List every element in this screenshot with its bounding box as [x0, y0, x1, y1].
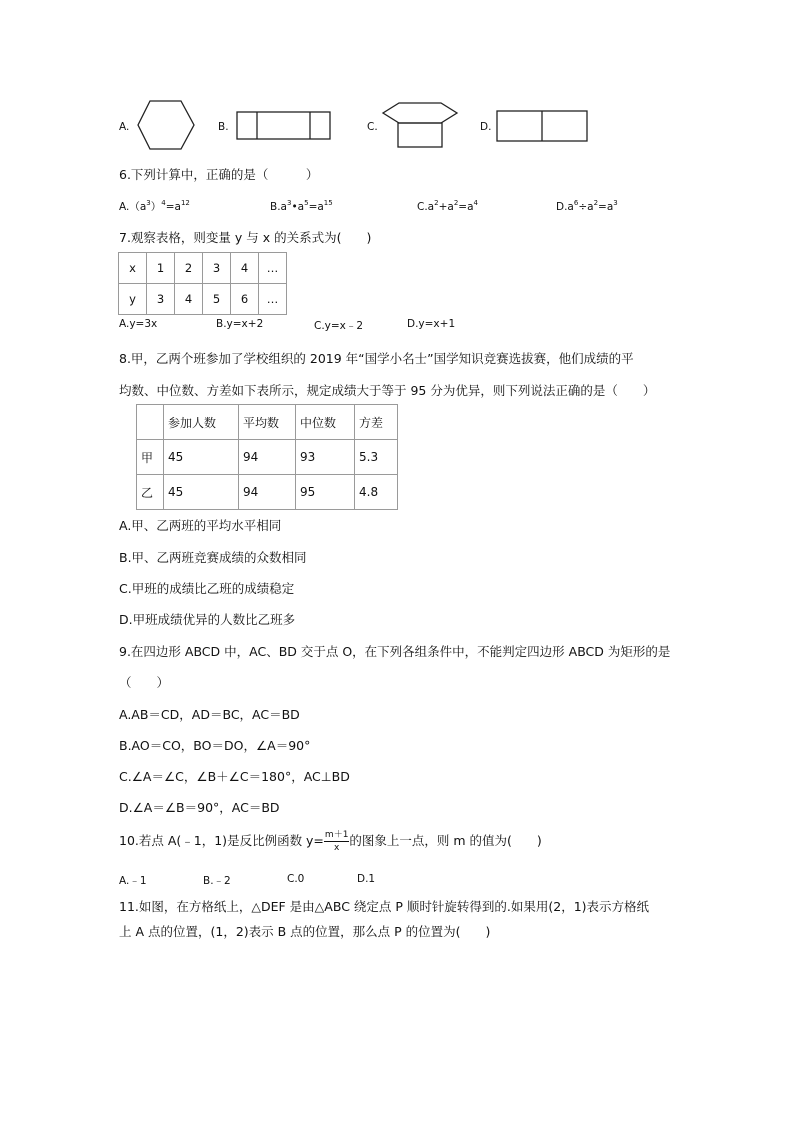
q10-stem	[119, 829, 542, 854]
q11-stem-line1: 11.如图，在方格纸上，△DEF 是由△ABC 绕定点 P 顺时针旋转得到的.如果用(2，1)表示方格纸	[119, 899, 650, 914]
table-cell: 4.8	[355, 475, 398, 510]
q6-option-c: $C.a^2+a^2=a^4$	[417, 199, 478, 213]
q9-option-a: A.AB＝CD，AD＝BC，AC＝BD	[119, 707, 300, 722]
q6-option-b: $B.a^3•a^5=a^{15}$	[270, 199, 333, 213]
split-rectangle-figure	[496, 110, 590, 144]
table-cell: 94	[239, 475, 296, 510]
q10-stem-before: 10.若点 A(﹣1，1)是反比例函数 y=	[119, 833, 324, 848]
table-cell: 95	[296, 475, 355, 510]
hexagon-over-rectangle-figure	[381, 101, 459, 149]
table-cell: y	[119, 284, 147, 315]
table-cell: 5.3	[355, 440, 398, 475]
q8-stem-line2: 均数、中位数、方差如下表所示，规定成绩大于等于 95 分为优异，则下列说法正确的是（ ）	[119, 383, 656, 398]
table-cell: 45	[164, 475, 239, 510]
table-cell: 93	[296, 440, 355, 475]
q7-option-a: A.y=3x	[119, 318, 158, 330]
q9-stem-line2: （ ）	[119, 675, 170, 690]
table-cell: 3	[203, 253, 231, 284]
q10-option-c: C.0	[287, 873, 305, 885]
q8-table	[136, 404, 398, 510]
table-cell: 6	[231, 284, 259, 315]
table-cell: 5	[203, 284, 231, 315]
q8-option-b: B.甲、乙两班竞赛成绩的众数相同	[119, 550, 307, 565]
table-cell: 方差	[355, 405, 398, 440]
q8-stem-line1: 8.甲，乙两个班参加了学校组织的 2019 年“国学小名士”国学知识竞赛选拔赛，他们成绩的平	[119, 351, 634, 366]
table-row	[137, 475, 398, 510]
q7-stem: 7.观察表格，则变量 y 与 x 的关系式为( )	[119, 230, 372, 245]
table-cell: 中位数	[296, 405, 355, 440]
q9-option-d: D.∠A＝∠B＝90°，AC＝BD	[119, 800, 280, 815]
q10-option-b: B.﹣2	[203, 875, 231, 887]
q6-option-d: $D.a^6\div a^2=a^3$	[556, 199, 618, 213]
table-cell: 1	[147, 253, 175, 284]
q10-option-a: A.﹣1	[119, 875, 147, 887]
table-row	[119, 284, 287, 315]
table-cell: 4	[231, 253, 259, 284]
table-cell: 94	[239, 440, 296, 475]
table-cell: …	[259, 284, 287, 315]
q9-option-b: B.AO＝CO，BO＝DO，∠A＝90°	[119, 738, 311, 753]
q9-stem-line1: 9.在四边形 ABCD 中，AC、BD 交于点 O，在下列各组条件中，不能判定四边形 ABCD 为矩形的是	[119, 644, 671, 659]
q10-stem-after: 的图象上一点，则 m 的值为( )	[349, 833, 542, 848]
q8-option-c: C.甲班的成绩比乙班的成绩稳定	[119, 581, 295, 596]
q7-option-c: C.y=x﹣2	[314, 320, 364, 332]
q8-option-d: D.甲班成绩优异的人数比乙班多	[119, 612, 296, 627]
table-cell: x	[119, 253, 147, 284]
q8-option-a: A.甲、乙两班的平均水平相同	[119, 518, 282, 533]
table-cell	[137, 405, 164, 440]
table-cell: …	[259, 253, 287, 284]
q5-option-a-label: A.	[119, 121, 130, 133]
q7-option-b: B.y=x+2	[216, 318, 264, 330]
q7-table	[118, 252, 287, 315]
q11-stem-line2: 上 A 点的位置，(1，2)表示 B 点的位置，那么点 P 的位置为( )	[119, 924, 491, 939]
table-cell: 甲	[137, 440, 164, 475]
q9-option-c: C.∠A＝∠C，∠B＋∠C＝180°，AC⊥BD	[119, 769, 350, 784]
q6-stem: 6.下列计算中，正确的是（ ）	[119, 167, 319, 182]
hexagon-figure	[136, 99, 196, 151]
table-row	[137, 405, 398, 440]
q5-option-c-label: C.	[367, 121, 378, 133]
table-cell: 参加人数	[164, 405, 239, 440]
table-cell: 平均数	[239, 405, 296, 440]
fraction-numerator: m＋1	[324, 830, 349, 840]
table-cell: 3	[147, 284, 175, 315]
table-cell: 2	[175, 253, 203, 284]
q6-option-a: $A.(a^3)^4=a^{12}$	[119, 199, 190, 213]
q10-option-d: D.1	[357, 873, 376, 885]
q5-option-b-label: B.	[218, 121, 229, 133]
table-cell: 45	[164, 440, 239, 475]
table-cell: 乙	[137, 475, 164, 510]
table-row	[137, 440, 398, 475]
table-cell: 4	[175, 284, 203, 315]
fraction-denominator: x	[334, 843, 340, 853]
table-row	[119, 253, 287, 284]
q7-option-d: D.y=x+1	[407, 318, 456, 330]
fraction	[324, 829, 350, 854]
q5-option-d-label: D.	[480, 121, 492, 133]
rectangle-with-lines-figure	[236, 111, 332, 141]
